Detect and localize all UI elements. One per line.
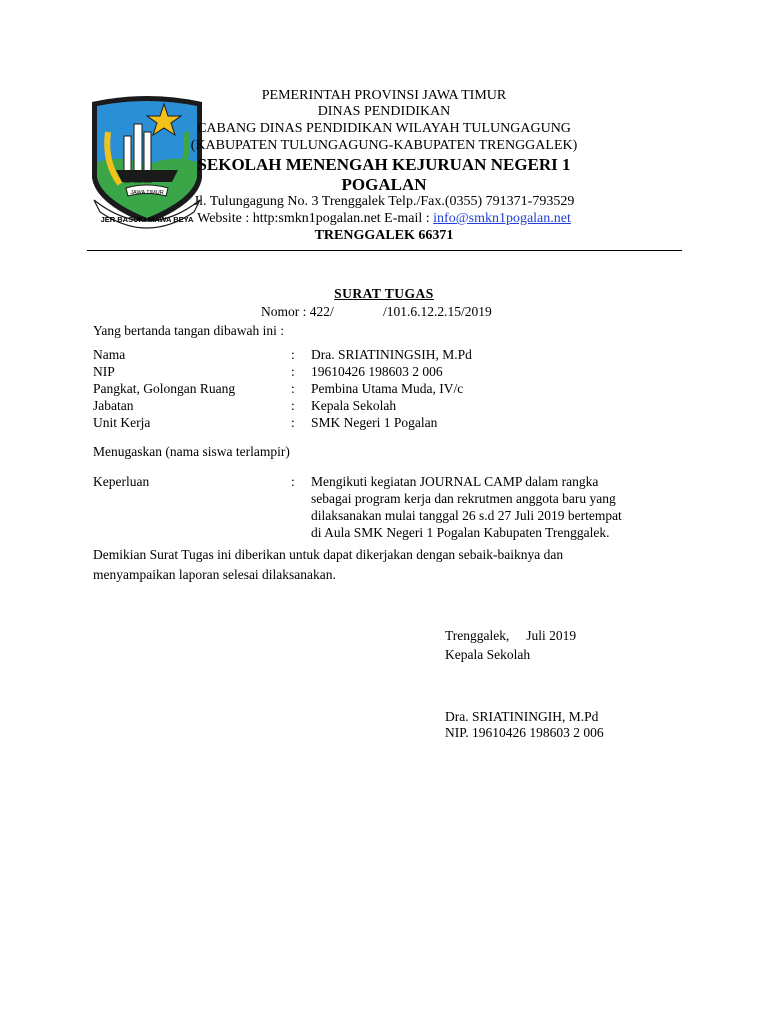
field-colon: : <box>291 415 295 430</box>
school-contact <box>0 211 768 227</box>
signature-position: Kepala Sekolah <box>445 647 531 662</box>
field-label-unit: Unit Kerja <box>93 415 151 430</box>
logo-banner-text: JAWA TIMUR <box>130 190 164 196</box>
intro-text: Yang bertanda tangan dibawah ini : <box>93 323 284 338</box>
letter-title: SURAT TUGAS <box>334 286 434 301</box>
field-value-rank: Pembina Utama Muda, IV/c <box>311 381 464 396</box>
field-label-rank: Pangkat, Golongan Ruang <box>93 381 236 396</box>
field-value-nip: 19610426 198603 2 006 <box>311 364 443 379</box>
field-colon: : <box>291 381 295 396</box>
logo-motto: JER BASUKI MAWA BEYA <box>100 215 194 224</box>
field-value-unit: SMK Negeri 1 Pogalan <box>311 415 438 430</box>
header-regencies: (KABUPATEN TULUNGAGUNG-KABUPATEN TRENGGALEK) <box>190 138 578 153</box>
school-address: Jl. Tulungagung No. 3 Trenggalek Telp./Fax.(0355) 791371-793529 <box>193 194 575 209</box>
signature-name: Dra. SRIATININGIH, M.Pd <box>445 709 599 724</box>
header-divider <box>87 250 682 251</box>
closing-line: menyampaikan laporan selesai dilaksanakan. <box>93 567 336 582</box>
purpose-line: Mengikuti kegiatan JOURNAL CAMP dalam rangka <box>311 474 599 489</box>
field-label-name: Nama <box>93 347 126 362</box>
signature-nip: NIP. 19610426 198603 2 006 <box>445 725 604 740</box>
signature-place-date: Trenggalek, Juli 2019 <box>445 628 577 643</box>
field-value-position: Kepala Sekolah <box>311 398 397 413</box>
purpose-line: di Aula SMK Negeri 1 Pogalan Kabupaten Trenggalek. <box>311 525 610 540</box>
school-name-line1: SEKOLAH MENENGAH KEJURUAN NEGERI 1 <box>197 155 571 174</box>
closing-line: Demikian Surat Tugas ini diberikan untuk dapat dikerjakan dengan sebaik-baiknya dan <box>93 547 564 562</box>
purpose-line: sebagai program kerja dan rekrutmen anggota baru yang <box>311 491 616 506</box>
assignment-text: Menugaskan (nama siswa terlampir) <box>93 444 290 459</box>
field-colon: : <box>291 398 295 413</box>
letter-number-rest: /101.6.12.2.15/2019 <box>383 304 492 319</box>
header-government: PEMERINTAH PROVINSI JAWA TIMUR <box>261 88 507 103</box>
school-city: TRENGGALEK 66371 <box>314 228 454 243</box>
purpose-line: dilaksanakan mulai tanggal 26 s.d 27 Juli 2019 bertempat <box>311 508 622 523</box>
header-department: DINAS PENDIDIKAN <box>317 104 451 119</box>
email-link[interactable]: info@smkn1pogalan.net <box>433 211 571 226</box>
field-value-name: Dra. SRIATININGSIH, M.Pd <box>311 347 472 362</box>
letter-number-label: Nomor : 422/ <box>261 304 334 319</box>
field-colon: : <box>291 474 295 489</box>
field-colon: : <box>291 347 295 362</box>
field-label-position: Jabatan <box>93 398 134 413</box>
school-name-line2: POGALAN <box>341 175 427 194</box>
purpose-label: Keperluan <box>93 474 150 489</box>
website-text: Website : http:smkn1pogalan.net E-mail : <box>197 211 434 226</box>
field-label-nip: NIP <box>93 364 115 379</box>
field-colon: : <box>291 364 295 379</box>
header-branch: CABANG DINAS PENDIDIKAN WILAYAH TULUNGAGUNG <box>197 121 571 136</box>
